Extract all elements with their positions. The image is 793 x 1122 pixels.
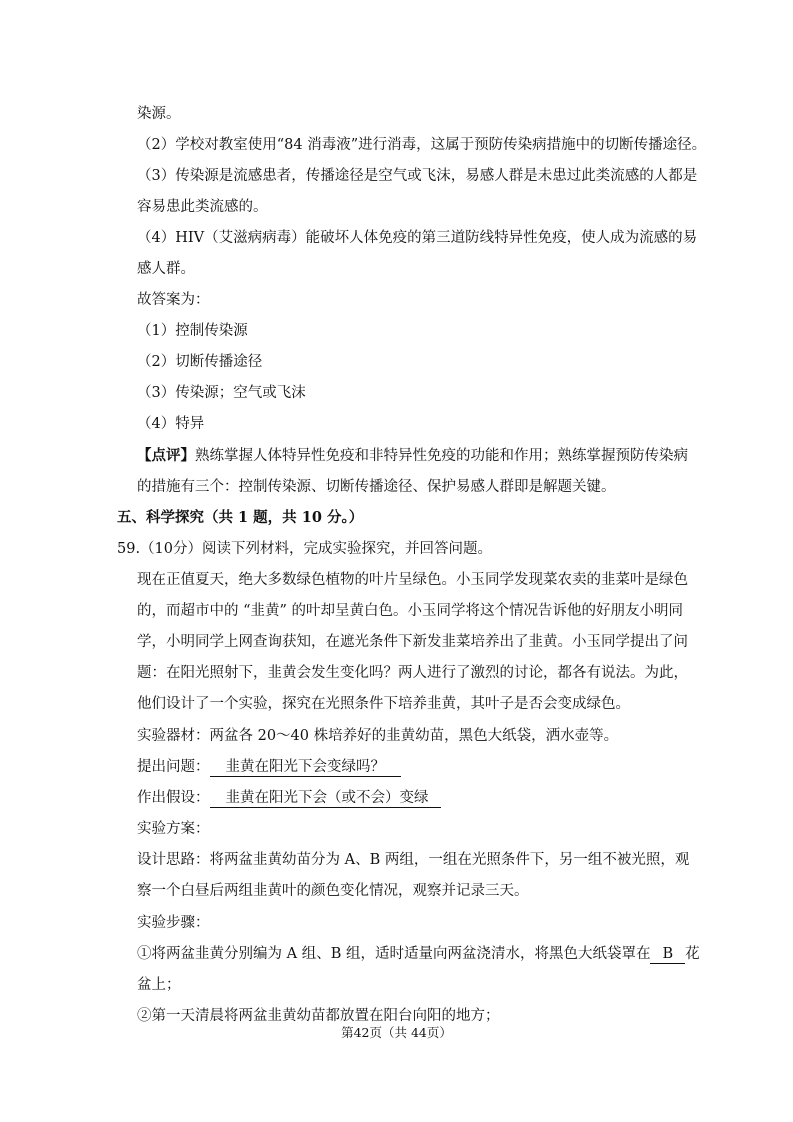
- answer-blank: 韭黄在阳光下会变绿吗？: [210, 758, 402, 777]
- comment-tag: 【点评】: [137, 447, 195, 464]
- question-line: [137, 757, 401, 777]
- page-footer: 第42页（共 44页）: [341, 1025, 452, 1040]
- text-line: 实验器材：两盆各 20～40 株培养好的韭黄幼苗，黑色大纸袋，洒水壶等。: [137, 728, 619, 744]
- text-line: （1）控制传染源: [137, 323, 248, 339]
- answer-blank: B: [650, 945, 685, 964]
- text-line: （3）传染源；空气或飞沫: [137, 385, 306, 401]
- step-text: 花: [685, 946, 700, 962]
- text-line: （3）传染源是流感患者，传播途径是空气或飞沫，易感人群是未患过此类流感的人都是: [137, 168, 698, 184]
- text-line: （2）切断传播途径: [137, 354, 263, 370]
- comment-line: [137, 446, 688, 466]
- question-title: 59.（10分）阅读下列材料，完成实验探究，并回答问题。: [117, 541, 493, 557]
- hypothesis-label: 作出假设：: [137, 790, 210, 806]
- question-label: 提出问题：: [137, 759, 210, 775]
- hypothesis-line: [137, 788, 441, 808]
- text-line: ②第一天清晨将两盆韭黄幼苗都放置在阳台向阳的地方；: [137, 1008, 500, 1024]
- answer-blank: 韭黄在阳光下会（或不会）变绿: [210, 789, 441, 808]
- step-line: [137, 944, 700, 964]
- text-line: 设计思路：将两盆韭黄幼苗分为 A、B 两组，一组在光照条件下，另一组不被光照，观: [137, 852, 690, 868]
- text-line: （4）特异: [137, 416, 205, 432]
- text-line: 的措施有三个：控制传染源、切断传播途径、保护易感人群即是解题关键。: [137, 479, 616, 495]
- text-line: （2）学校对教室使用“84 消毒液”进行消毒，这属于预防传染病措施中的切断传播途径。: [137, 137, 707, 153]
- text-line: 盆上；: [137, 977, 181, 993]
- text-line: 实验步骤：: [137, 915, 210, 931]
- text-line: 察一个白昼后两组韭黄叶的颜色变化情况，观察并记录三天。: [137, 883, 529, 899]
- comment-text: 熟练掌握人体特异性免疫和非特异性免疫的功能和作用；熟练掌握预防传染病: [195, 448, 688, 464]
- text-line: 容易患此类流感的。: [137, 199, 268, 215]
- text-line: 现在正值夏天，绝大多数绿色植物的叶片呈绿色。小玉同学发现菜农卖的韭菜叶是绿色: [137, 572, 688, 588]
- text-line: 他们设计了一个实验，探究在光照条件下培养韭黄，其叶子是否会变成绿色。: [137, 696, 630, 712]
- section-heading: 五、科学探究（共 1 题，共 10 分。）: [117, 509, 364, 526]
- step-text: ①将两盆韭黄分别编为 A 组、B 组，适时适量向两盆浇清水，将黑色大纸袋罩在: [137, 946, 651, 962]
- text-line: 感人群。: [137, 261, 195, 277]
- text-line: 实验方案：: [137, 821, 210, 837]
- text-line: 学，小明同学上网查询获知，在遮光条件下新发韭菜培养出了韭黄。小玉同学提出了问: [137, 634, 688, 650]
- text-line: 染源。: [137, 106, 181, 122]
- text-line: 的，而超市中的 “韭黄” 的叶却呈黄白色。小玉同学将这个情况告诉他的好朋友小明同: [137, 603, 684, 619]
- text-line: 题：在阳光照射下，韭黄会发生变化吗？两人进行了激烈的讨论，都各有说法。为此，: [137, 665, 688, 681]
- text-line: 故答案为：: [137, 292, 210, 308]
- text-line: （4）HIV（艾滋病病毒）能破坏人体免疫的第三道防线特异性免疫，使人成为流感的易: [137, 230, 698, 246]
